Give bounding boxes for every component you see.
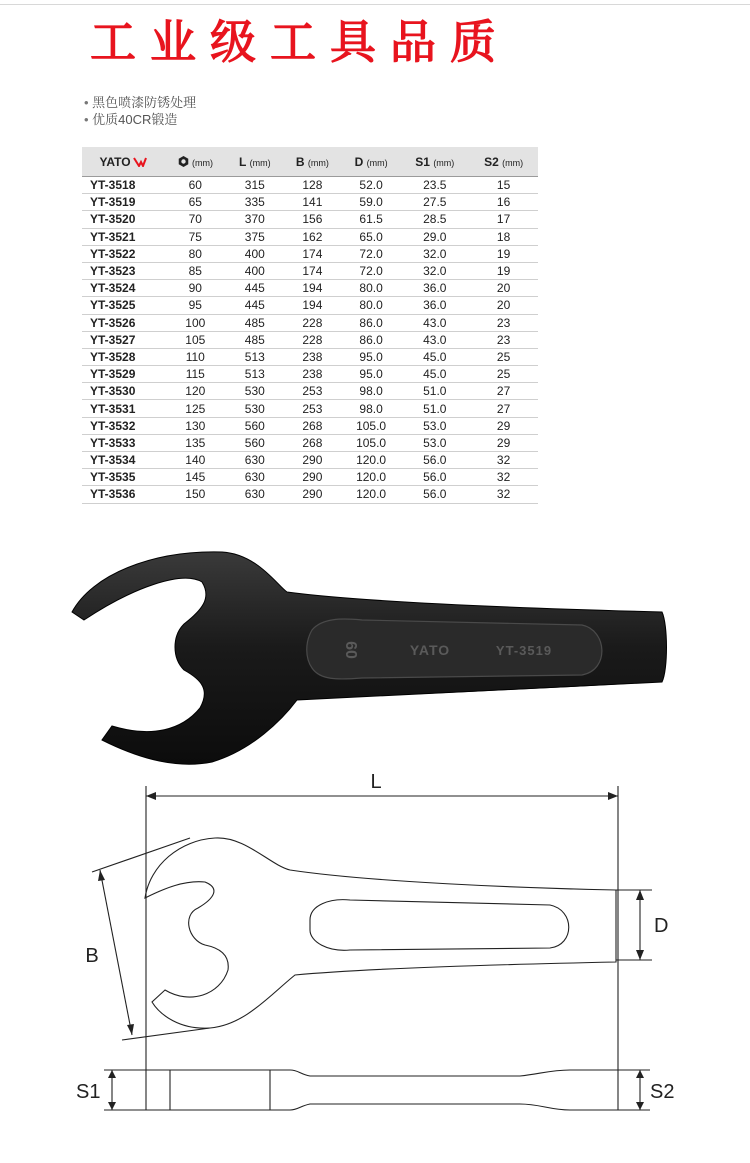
value-cell: 513 [227, 366, 283, 383]
value-cell: 51.0 [400, 400, 469, 417]
value-cell: 32 [469, 469, 538, 486]
value-cell: 95.0 [342, 366, 401, 383]
value-cell: 60 [164, 177, 227, 194]
value-cell: 15 [469, 177, 538, 194]
value-cell: 20 [469, 280, 538, 297]
feature-item: • 优质40CR锻造 [84, 111, 196, 128]
value-cell: 141 [283, 194, 342, 211]
value-cell: 56.0 [400, 486, 469, 503]
value-cell: 23.5 [400, 177, 469, 194]
value-cell: 174 [283, 245, 342, 262]
value-cell: 135 [164, 434, 227, 451]
value-cell: 19 [469, 262, 538, 279]
model-cell: YT-3531 [82, 400, 164, 417]
value-cell: 238 [283, 366, 342, 383]
value-cell: 80.0 [342, 280, 401, 297]
value-cell: 120.0 [342, 486, 401, 503]
wrench-size-mark: 60 [341, 641, 359, 659]
value-cell: 120.0 [342, 452, 401, 469]
value-cell: 530 [227, 400, 283, 417]
table-row [82, 245, 538, 262]
model-cell: YT-3534 [82, 452, 164, 469]
value-cell: 25 [469, 366, 538, 383]
value-cell: 70 [164, 211, 227, 228]
value-cell: 23 [469, 331, 538, 348]
value-cell: 17 [469, 211, 538, 228]
brand-header [82, 147, 164, 177]
table-row [82, 417, 538, 434]
value-cell: 268 [283, 417, 342, 434]
value-cell: 120.0 [342, 469, 401, 486]
value-cell: 53.0 [400, 434, 469, 451]
spec-table [82, 147, 538, 504]
value-cell: 630 [227, 486, 283, 503]
value-cell: 90 [164, 280, 227, 297]
value-cell: 23 [469, 314, 538, 331]
wrench-model-mark: YT-3519 [495, 643, 553, 658]
table-row [82, 177, 538, 194]
value-cell: 65.0 [342, 228, 401, 245]
value-cell: 51.0 [400, 383, 469, 400]
model-cell: YT-3533 [82, 434, 164, 451]
model-cell: YT-3518 [82, 177, 164, 194]
label-S1: S1 [76, 1081, 101, 1103]
value-cell: 86.0 [342, 314, 401, 331]
label-L: L [370, 771, 382, 793]
value-cell: 52.0 [342, 177, 401, 194]
value-cell: 268 [283, 434, 342, 451]
nut-size-icon [178, 156, 189, 167]
value-cell: 29.0 [400, 228, 469, 245]
value-cell: 128 [283, 177, 342, 194]
model-cell: YT-3529 [82, 366, 164, 383]
value-cell: 25 [469, 348, 538, 365]
col-header-D: D (mm) [342, 147, 401, 177]
value-cell: 27 [469, 383, 538, 400]
feature-list [84, 94, 196, 128]
value-cell: 162 [283, 228, 342, 245]
value-cell: 59.0 [342, 194, 401, 211]
wrench-side-view [146, 1070, 618, 1110]
value-cell: 140 [164, 452, 227, 469]
model-cell: YT-3524 [82, 280, 164, 297]
value-cell: 56.0 [400, 452, 469, 469]
value-cell: 36.0 [400, 280, 469, 297]
value-cell: 445 [227, 297, 283, 314]
value-cell: 29 [469, 434, 538, 451]
value-cell: 98.0 [342, 383, 401, 400]
value-cell: 105 [164, 331, 227, 348]
value-cell: 174 [283, 262, 342, 279]
value-cell: 28.5 [400, 211, 469, 228]
value-cell: 290 [283, 469, 342, 486]
value-cell: 485 [227, 331, 283, 348]
model-cell: YT-3525 [82, 297, 164, 314]
yato-logo-icon [99, 155, 146, 169]
value-cell: 530 [227, 383, 283, 400]
value-cell: 29 [469, 417, 538, 434]
value-cell: 253 [283, 383, 342, 400]
table-row [82, 400, 538, 417]
wrench-outline [145, 838, 616, 1028]
model-cell: YT-3536 [82, 486, 164, 503]
table-row [82, 262, 538, 279]
col-header-B: B (mm) [283, 147, 342, 177]
value-cell: 115 [164, 366, 227, 383]
value-cell: 315 [227, 177, 283, 194]
value-cell: 95 [164, 297, 227, 314]
value-cell: 130 [164, 417, 227, 434]
model-cell: YT-3530 [82, 383, 164, 400]
value-cell: 400 [227, 262, 283, 279]
model-cell: YT-3528 [82, 348, 164, 365]
table-row [82, 314, 538, 331]
value-cell: 253 [283, 400, 342, 417]
value-cell: 18 [469, 228, 538, 245]
value-cell: 228 [283, 314, 342, 331]
value-cell: 32 [469, 452, 538, 469]
value-cell: 72.0 [342, 245, 401, 262]
spec-header-row [82, 147, 538, 177]
value-cell: 370 [227, 211, 283, 228]
value-cell: 20 [469, 297, 538, 314]
value-cell: 86.0 [342, 331, 401, 348]
feature-item: • 黑色喷漆防锈处理 [84, 94, 196, 111]
wrench-photo [62, 530, 682, 780]
value-cell: 290 [283, 486, 342, 503]
value-cell: 228 [283, 331, 342, 348]
table-row [82, 383, 538, 400]
value-cell: 95.0 [342, 348, 401, 365]
value-cell: 156 [283, 211, 342, 228]
spec-table-body [82, 177, 538, 504]
value-cell: 335 [227, 194, 283, 211]
table-row [82, 211, 538, 228]
page-title: 工业级工具品质 [90, 15, 510, 69]
dimension-drawing [70, 770, 700, 1150]
table-row [82, 348, 538, 365]
value-cell: 27 [469, 400, 538, 417]
value-cell: 238 [283, 348, 342, 365]
table-row [82, 366, 538, 383]
value-cell: 100 [164, 314, 227, 331]
table-row [82, 297, 538, 314]
value-cell: 75 [164, 228, 227, 245]
value-cell: 56.0 [400, 469, 469, 486]
value-cell: 194 [283, 297, 342, 314]
value-cell: 61.5 [342, 211, 401, 228]
value-cell: 560 [227, 434, 283, 451]
model-cell: YT-3519 [82, 194, 164, 211]
model-cell: YT-3523 [82, 262, 164, 279]
table-row [82, 452, 538, 469]
value-cell: 400 [227, 245, 283, 262]
value-cell: 19 [469, 245, 538, 262]
model-cell: YT-3521 [82, 228, 164, 245]
table-row [82, 228, 538, 245]
value-cell: 630 [227, 452, 283, 469]
value-cell: 65 [164, 194, 227, 211]
value-cell: 194 [283, 280, 342, 297]
label-B: B [85, 945, 99, 967]
model-cell: YT-3520 [82, 211, 164, 228]
col-header-S1: S1 (mm) [400, 147, 469, 177]
value-cell: 105.0 [342, 417, 401, 434]
table-row [82, 486, 538, 503]
brand-name: YATO [99, 154, 131, 169]
value-cell: 45.0 [400, 348, 469, 365]
value-cell: 80.0 [342, 297, 401, 314]
value-cell: 45.0 [400, 366, 469, 383]
value-cell: 43.0 [400, 314, 469, 331]
value-cell: 32 [469, 486, 538, 503]
value-cell: 32.0 [400, 262, 469, 279]
value-cell: 290 [283, 452, 342, 469]
table-row [82, 280, 538, 297]
model-cell: YT-3532 [82, 417, 164, 434]
model-cell: YT-3527 [82, 331, 164, 348]
col-header-S2: S2 (mm) [469, 147, 538, 177]
value-cell: 53.0 [400, 417, 469, 434]
value-cell: 80 [164, 245, 227, 262]
col-header-size: (mm) [164, 147, 227, 177]
value-cell: 43.0 [400, 331, 469, 348]
value-cell: 485 [227, 314, 283, 331]
value-cell: 27.5 [400, 194, 469, 211]
value-cell: 36.0 [400, 297, 469, 314]
table-row [82, 331, 538, 348]
value-cell: 630 [227, 469, 283, 486]
col-header-L: L (mm) [227, 147, 283, 177]
table-row [82, 469, 538, 486]
value-cell: 513 [227, 348, 283, 365]
table-row [82, 434, 538, 451]
model-cell: YT-3526 [82, 314, 164, 331]
value-cell: 145 [164, 469, 227, 486]
model-cell: YT-3522 [82, 245, 164, 262]
value-cell: 16 [469, 194, 538, 211]
value-cell: 105.0 [342, 434, 401, 451]
label-S2: S2 [650, 1081, 675, 1103]
dim-B-line [100, 870, 132, 1035]
table-row [82, 194, 538, 211]
value-cell: 120 [164, 383, 227, 400]
wrench-brand-mark: YATO [409, 642, 451, 658]
value-cell: 110 [164, 348, 227, 365]
label-D: D [654, 915, 669, 937]
value-cell: 125 [164, 400, 227, 417]
value-cell: 98.0 [342, 400, 401, 417]
value-cell: 72.0 [342, 262, 401, 279]
top-rule [0, 4, 750, 5]
value-cell: 32.0 [400, 245, 469, 262]
value-cell: 150 [164, 486, 227, 503]
value-cell: 560 [227, 417, 283, 434]
model-cell: YT-3535 [82, 469, 164, 486]
value-cell: 375 [227, 228, 283, 245]
value-cell: 445 [227, 280, 283, 297]
value-cell: 85 [164, 262, 227, 279]
